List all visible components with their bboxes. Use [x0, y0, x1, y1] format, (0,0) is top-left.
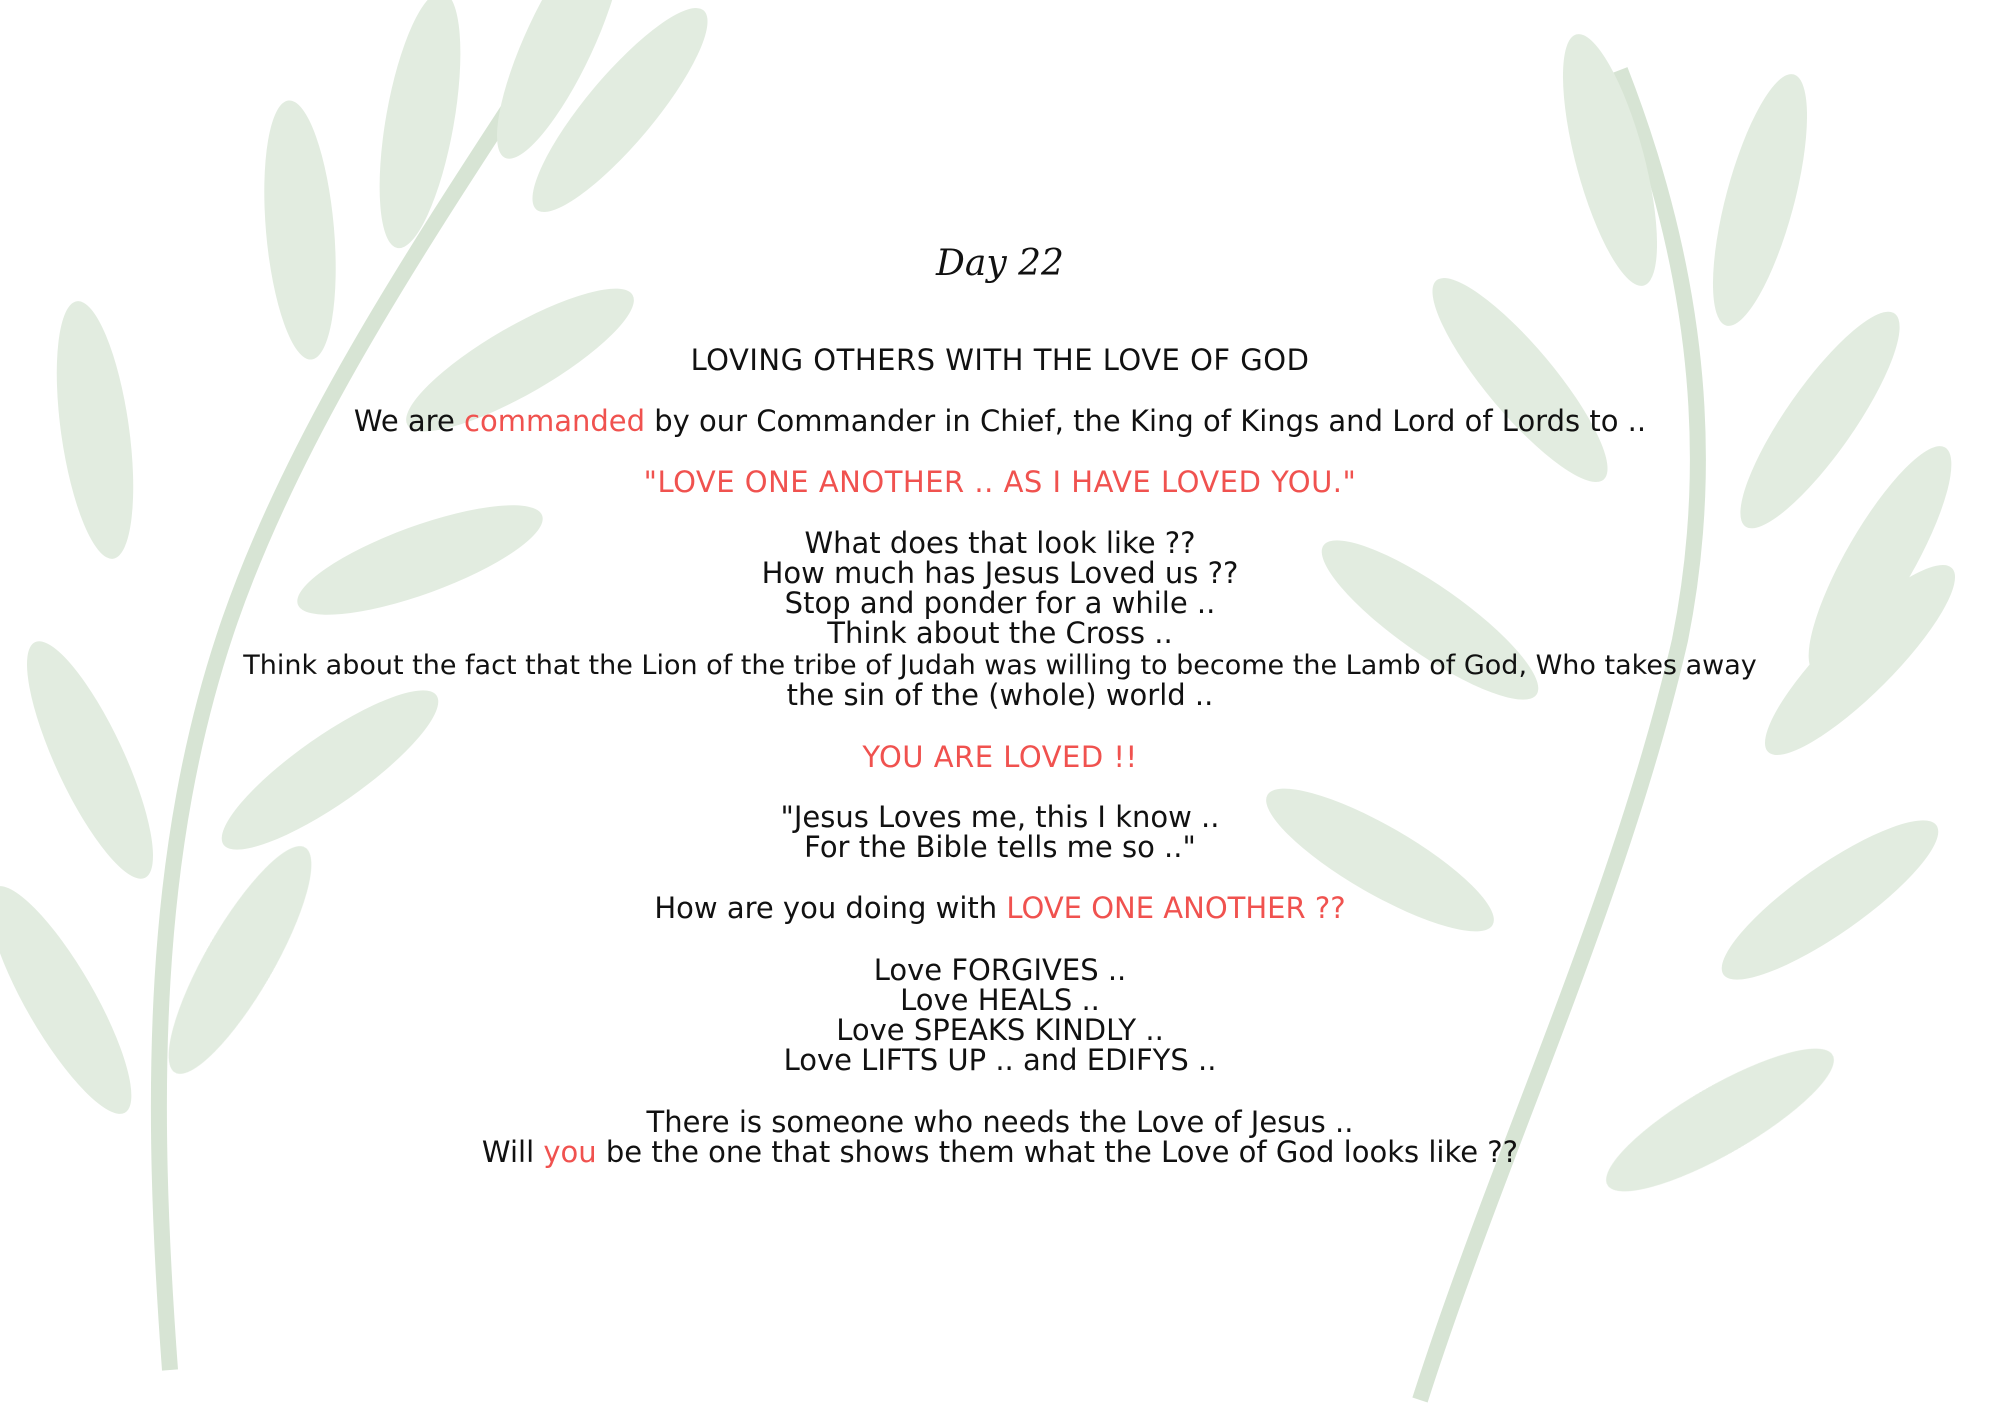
- you-are-loved: YOU ARE LOVED !!: [862, 740, 1138, 774]
- question-highlight: LOVE ONE ANOTHER ??: [1006, 891, 1346, 925]
- closing-line-1: There is someone who needs the Love of Jesus ..: [646, 1105, 1354, 1139]
- command-highlight: commanded: [464, 404, 646, 438]
- ponder-line: Think about the fact that the Lion of the tribe of Judah was willing to become the Lamb of God, Who takes away: [243, 650, 1757, 681]
- closing-before: Will: [481, 1135, 544, 1169]
- page-heading: LOVING OTHERS WITH THE LOVE OF GOD: [690, 343, 1310, 377]
- closing-highlight: you: [543, 1135, 597, 1169]
- closing-after: be the one that shows them what the Love of God looks like ??: [596, 1135, 1519, 1169]
- command-before: We are: [353, 404, 465, 438]
- command-after: by our Commander in Chief, the King of Kings and Lord of Lords to ..: [645, 404, 1647, 438]
- love-list-item: Love HEALS ..: [900, 983, 1100, 1017]
- ponder-line: How much has Jesus Loved us ??: [761, 556, 1239, 590]
- day-title: Day 22: [936, 243, 1064, 284]
- question-before: How are you doing with: [654, 891, 1007, 925]
- ponder-line: Think about the Cross ..: [827, 616, 1173, 650]
- love-list-item: Love FORGIVES ..: [873, 953, 1127, 987]
- ponder-line: Stop and ponder for a while ..: [784, 586, 1216, 620]
- love-list-item: Love SPEAKS KINDLY ..: [836, 1013, 1164, 1047]
- love-list-item: Love LIFTS UP .. and EDIFYS ..: [783, 1043, 1217, 1077]
- question-line: [0, 893, 2000, 924]
- ponder-line: the sin of the (whole) world ..: [786, 678, 1214, 712]
- scripture-quote: "LOVE ONE ANOTHER .. AS I HAVE LOVED YOU.": [643, 465, 1357, 499]
- command-line: [0, 406, 2000, 437]
- closing-line-2: [0, 1137, 2000, 1168]
- song-line: "Jesus Loves me, this I know ..: [780, 800, 1220, 834]
- ponder-line: What does that look like ??: [804, 526, 1196, 560]
- song-line: For the Bible tells me so ..": [804, 830, 1196, 864]
